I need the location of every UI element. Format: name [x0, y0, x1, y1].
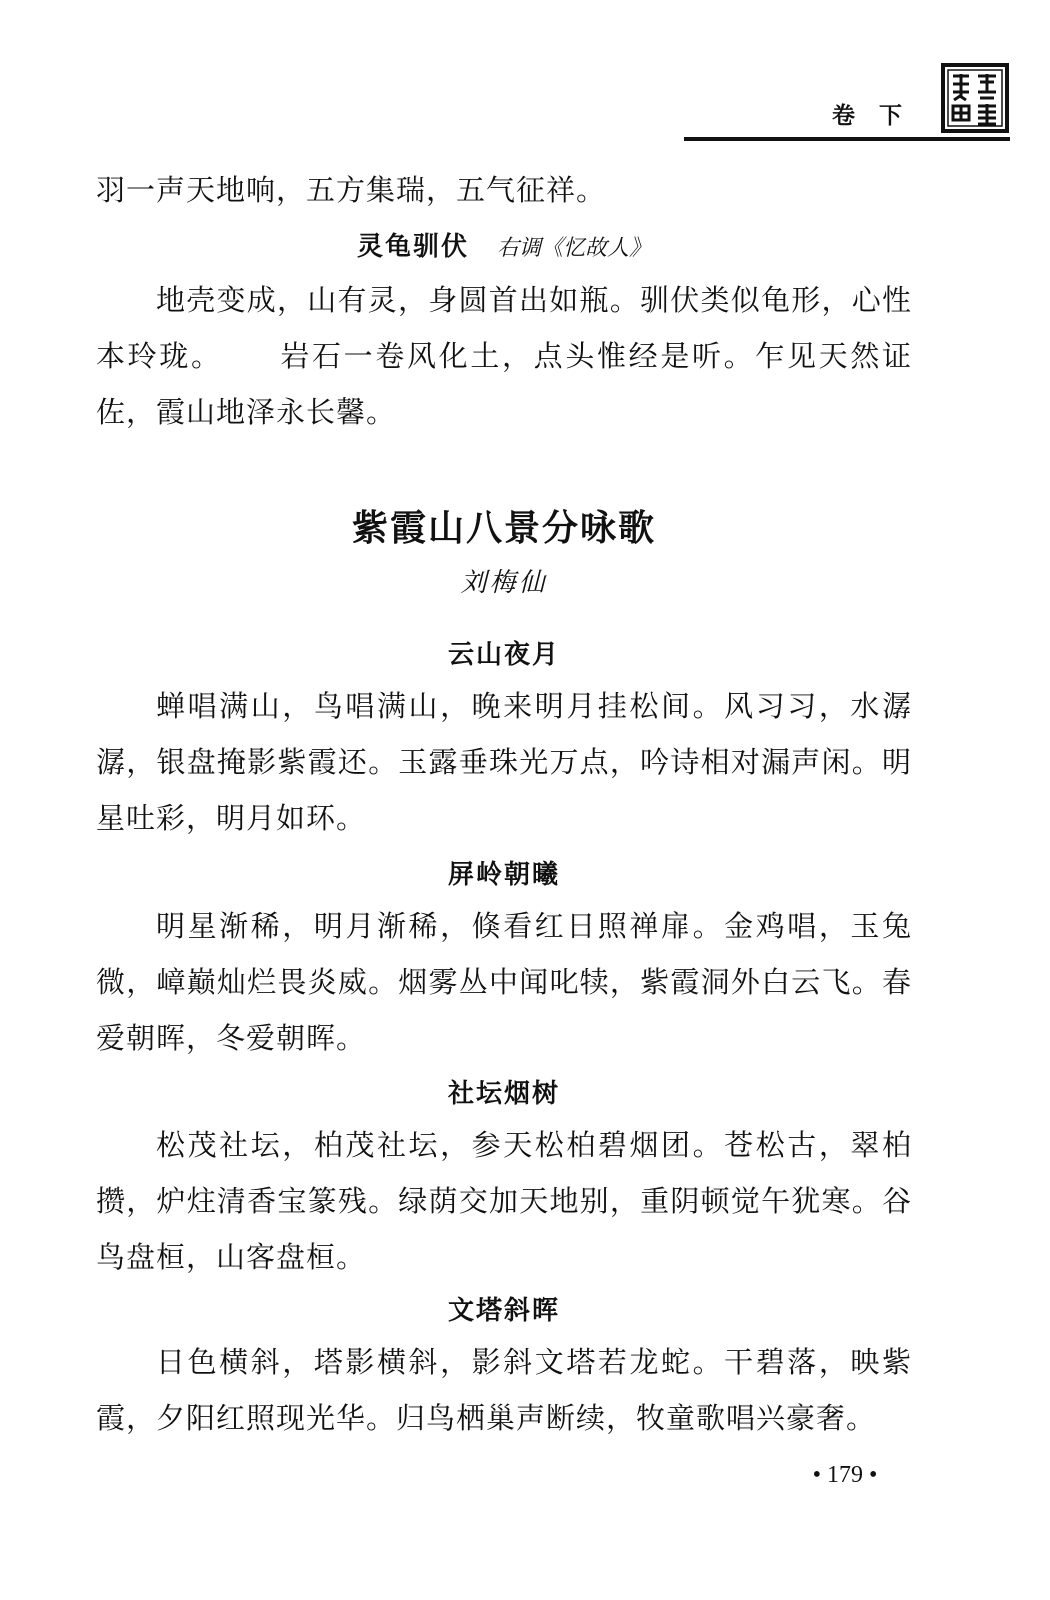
- scene-title: 社坛烟树: [447, 1079, 560, 1109]
- seal-stamp-icon: [940, 62, 1010, 134]
- scene-paragraph: 蝉唱满山，鸟唱满山，晚来明月挂松间。风习习，水潺潺，银盘掩影紫霞还。玉露垂珠光万点，吟诗相对漏声闲。明星吐彩，明月如环。: [96, 689, 912, 835]
- scene-paragraph: 日色横斜，塔影横斜，影斜文塔若龙蛇。干碧落，映紫霞，夕阳红照现光华。归鸟栖巢声断续，牧童歌唱兴豪奢。: [96, 1345, 912, 1435]
- running-header: 卷下: [832, 103, 926, 129]
- header-rule: [684, 137, 1010, 141]
- scene-paragraph: 明星渐稀，明月渐稀，倏看红日照禅扉。金鸡唱，玉兔微，嶂巅灿烂畏炎威。烟雾丛中闻叱犊，紫霞洞外白云飞。春爱朝晖，冬爱朝晖。: [96, 909, 912, 1055]
- section-title-linggui-tune: 右调《忆故人》: [497, 236, 652, 261]
- section-title-linggui-main: 灵龟驯伏: [356, 232, 469, 262]
- scene-title: 文塔斜晖: [447, 1296, 560, 1326]
- paragraph-linggui-part1: 地壳变成，山有灵，身圆首出如瓶。驯伏类似龟形，心性本玲珑。: [96, 283, 912, 373]
- page-number: • 179 •: [812, 1462, 878, 1488]
- scene-title: 屏岭朝曦: [447, 860, 560, 890]
- poem-author: 刘梅仙: [460, 568, 548, 598]
- paragraph-linggui-part2: 岩石一卷风化土，点头惟经是听。乍见天然证佐，霞山地泽永长馨。: [96, 339, 912, 429]
- section-title-linggui: [96, 226, 912, 263]
- scene-paragraph: 松茂社坛，柏茂社坛，参天松柏碧烟团。苍松古，翠柏攒，炉炷清香宝篆残。绿荫交加天地别，重阴顿觉午犹寒。谷鸟盘桓，山客盘桓。: [96, 1128, 912, 1274]
- paragraph-linggui: [96, 272, 912, 440]
- continued-text: 羽一声天地响，五方集瑞，五气征祥。: [96, 173, 607, 207]
- scene-title: 云山夜月: [447, 640, 560, 670]
- poem-title: 紫霞山八景分咏歌: [351, 507, 656, 549]
